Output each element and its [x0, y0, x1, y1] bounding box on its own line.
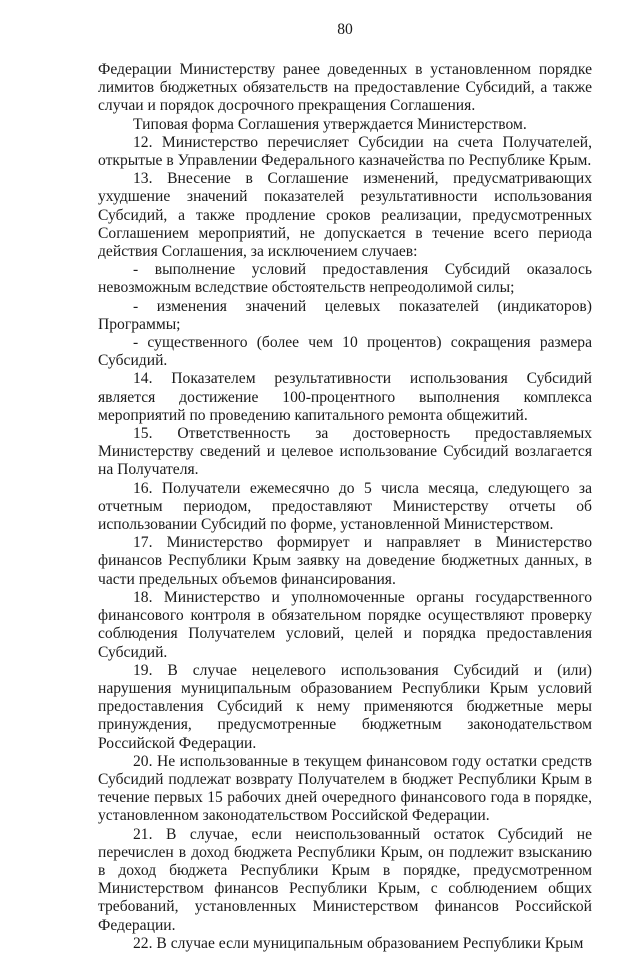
- paragraph: 17. Министерство формирует и направляет в Министерство финансов Республики Крым заявку на доведение бюджетных данных, в части предельных объемов финансирования.: [98, 534, 592, 588]
- paragraph: 13. Внесение в Соглашение изменений, предусматривающих ухудшение значений показателей результативности использования Субсидий, а также продление сроков реализации, предусмотренных Соглашением мероприятий, не допускается в течение всего периода действия Соглашения, за исключением случаев:: [98, 170, 592, 261]
- paragraph: 15. Ответственность за достоверность предоставляемых Министерству сведений и целевое использование Субсидий возлагается на Получателя.: [98, 425, 592, 479]
- document-body: [98, 61, 592, 953]
- paragraph: - изменения значений целевых показателей (индикаторов) Программы;: [98, 297, 592, 333]
- paragraph: - выполнение условий предоставления Субсидий оказалось невозможным вследствие обстоятельств непреодолимой силы;: [98, 261, 592, 297]
- page-number: 80: [337, 21, 353, 38]
- paragraph: 14. Показателем результативности использования Субсидий является достижение 100-процентного выполнения комплекса мероприятий по проведению капитального ремонта общежитий.: [98, 370, 592, 424]
- paragraph: Типовая форма Соглашения утверждается Министерством.: [133, 115, 527, 133]
- paragraph: Федерации Министерству ранее доведенных в установленном порядке лимитов бюджетных обязательств на предоставление Субсидий, а также случаи и порядок досрочного прекращения Соглашения.: [98, 61, 592, 115]
- paragraph: 19. В случае нецелевого использования Субсидий и (или) нарушения муниципальным образованием Республики Крым условий предоставления Субсидий к нему применяются бюджетные меры принуждения, предусмотренные бюджетным законодательством Российской Федерации.: [98, 661, 592, 752]
- paragraph: 22. В случае если муниципальным образованием Республики Крым: [133, 934, 584, 952]
- paragraph: 21. В случае, если неиспользованный остаток Субсидий не перечислен в доход бюджета Республики Крым, он подлежит взысканию в доход бюджета Республики Крым в порядке, предусмотренном Министерством финансов Республики Крым, с соблюдением общих требований, установленных Министерством финансов Российской Федерации.: [98, 825, 592, 934]
- paragraph: 18. Министерство и уполномоченные органы государственного финансового контроля в обязательном порядке осуществляют проверку соблюдения Получателем условий, целей и порядка предоставления Субсидий.: [98, 588, 592, 661]
- paragraph: 16. Получатели ежемесячно до 5 числа месяца, следующего за отчетным периодом, предоставляют Министерству отчеты об использовании Субсидий по форме, установленной Министерством.: [98, 479, 592, 534]
- paragraph: 20. Не использованные в текущем финансовом году остатки средств Субсидий подлежат возврату Получателем в бюджет Республики Крым в течение первых 15 рабочих дней очередного финансового года в порядке, установленном законодательством Российской Федерации.: [98, 752, 592, 825]
- paragraph: 12. Министерство перечисляет Субсидии на счета Получателей, открытые в Управлении Федерального казначейства по Республике Крым.: [98, 133, 592, 170]
- paragraph: - существенного (более чем 10 процентов) сокращения размера Субсидий.: [98, 334, 592, 370]
